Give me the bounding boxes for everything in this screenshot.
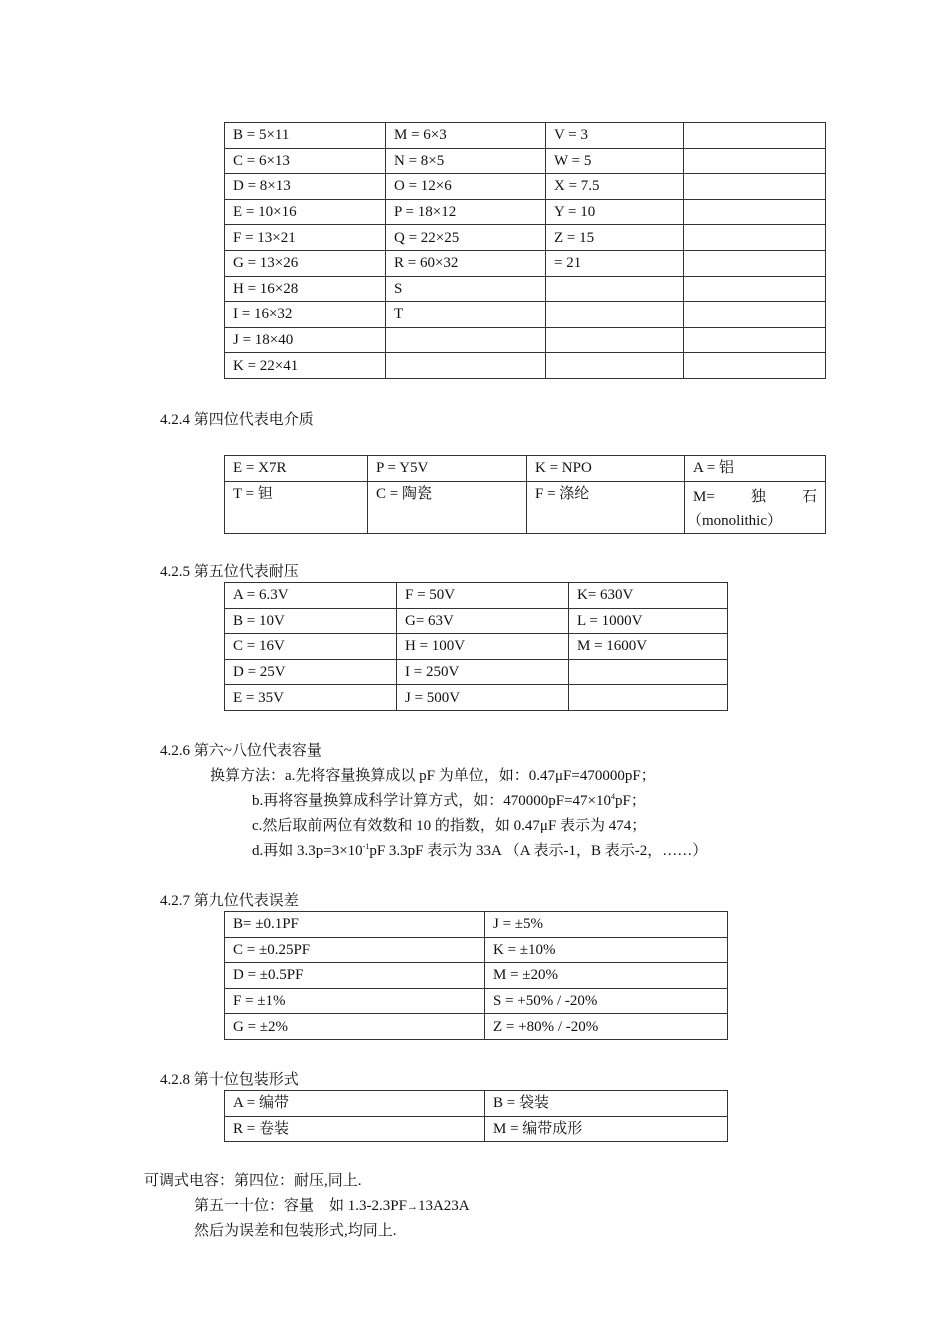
table-row [225,481,826,533]
superscript: -1 [362,842,370,851]
table-row [225,148,826,174]
table-cell: K = ±10% [485,937,728,963]
table-row [225,302,826,328]
table-cell: A = 铝 [685,456,826,482]
table-cell-monolithic [685,481,826,533]
conversion-step-c: c.然后取前两位有效数和 10 的指数，如 0.47μF 表示为 474； [252,818,647,834]
table-cell [386,327,546,353]
table-row [225,456,826,482]
table-row [225,634,728,660]
table-cell [569,685,728,711]
section-heading-tolerance: 4.2.7 第九位代表误差 [160,893,299,909]
cell-text: 独 [750,488,766,505]
table-cell [684,302,826,328]
table-cell: A = 编带 [225,1091,485,1117]
table-row [225,583,728,609]
table-cell [684,353,826,379]
table-cell: J = ±5% [485,912,728,938]
table-cell [546,276,684,302]
dielectric-table [224,455,826,534]
table-cell: P = 18×12 [386,199,546,225]
arrow-right-icon: → [406,1201,418,1213]
table-row [225,1091,728,1117]
text: 第五一十位：容量 如 1.3-2.3PF [194,1198,407,1214]
table-cell [546,353,684,379]
table-cell: B= ±0.1PF [225,912,485,938]
table-cell: W = 5 [546,148,684,174]
table-cell: M = 6×3 [386,123,546,149]
table-cell: D = 8×13 [225,174,386,200]
table-cell: G = 13×26 [225,250,386,276]
table-row [225,1116,728,1142]
table-cell: M = ±20% [485,963,728,989]
table-cell: E = X7R [225,456,368,482]
table-cell: P = Y5V [368,456,527,482]
table-cell: M = 编带成形 [485,1116,728,1142]
table-cell [684,225,826,251]
text: b.再将容量换算成科学计算方式，如：470000pF=47×10 [252,793,612,809]
table-cell: Y = 10 [546,199,684,225]
table-cell: F = ±1% [225,988,485,1014]
table-cell [546,327,684,353]
table-cell: B = 5×11 [225,123,386,149]
section-heading-capacitance: 4.2.6 第六~八位代表容量 [160,743,322,759]
table-cell: J = 18×40 [225,327,386,353]
table-cell: M = 1600V [569,634,728,660]
monolithic-line-2: （monolithic） [687,512,782,529]
monolithic-line-1 [693,485,817,509]
table-cell: N = 8×5 [386,148,546,174]
table-cell: L = 1000V [569,608,728,634]
table-cell: G = ±2% [225,1014,485,1040]
table-cell: G= 63V [397,608,569,634]
table-row [225,1014,728,1040]
table-cell: H = 100V [397,634,569,660]
table-cell: F = 涤纶 [527,481,685,533]
table-cell: K = NPO [527,456,685,482]
table-row [225,963,728,989]
table-cell [684,199,826,225]
conversion-step-b [252,789,646,810]
table-row [225,659,728,685]
table-cell: E = 35V [225,685,397,711]
table-cell [684,276,826,302]
superscript: 4 [611,792,616,801]
cell-text: 石 [801,488,817,505]
table-cell [569,659,728,685]
text: pF 3.3pF 表示为 33A （A 表示-1，B 表示-2，……） [369,843,708,859]
table-cell: R = 60×32 [386,250,546,276]
table-cell: T = 钽 [225,481,368,533]
cell-text: M= [693,488,715,505]
adjustable-note-line-3: 然后为误差和包装形式,均同上. [194,1223,397,1239]
section-heading-voltage: 4.2.5 第五位代表耐压 [160,564,299,580]
table-cell [684,174,826,200]
table-cell: F = 50V [397,583,569,609]
table-cell: J = 500V [397,685,569,711]
table-row [225,353,826,379]
text: d.再如 3.3p=3×10 [252,843,363,859]
table-cell [684,123,826,149]
table-cell: F = 13×21 [225,225,386,251]
table-cell [684,250,826,276]
table-cell: S [386,276,546,302]
conversion-step-d [252,839,707,860]
table-cell: B = 10V [225,608,397,634]
voltage-table [224,582,728,711]
section-heading-packaging: 4.2.8 第十位包装形式 [160,1072,299,1088]
table-cell: R = 卷装 [225,1116,485,1142]
table-cell: Q = 22×25 [386,225,546,251]
text: 13A23A [417,1198,470,1214]
table-cell: C = 6×13 [225,148,386,174]
table-cell [684,327,826,353]
table-cell [546,302,684,328]
table-cell: K = 22×41 [225,353,386,379]
table-cell: O = 12×6 [386,174,546,200]
table-row [225,225,826,251]
table-cell: I = 250V [397,659,569,685]
table-cell: C = 16V [225,634,397,660]
table-row [225,199,826,225]
table-row [225,123,826,149]
table-cell: V = 3 [546,123,684,149]
table-row [225,685,728,711]
table-cell: T [386,302,546,328]
tolerance-table [224,911,728,1040]
table-cell: Z = 15 [546,225,684,251]
text: pF； [615,793,646,809]
table-row [225,912,728,938]
table-cell: X = 7.5 [546,174,684,200]
table-cell: A = 6.3V [225,583,397,609]
conversion-step-a: 换算方法：a.先将容量换算成以 pF 为单位，如：0.47μF=470000pF； [210,768,656,784]
table-row [225,937,728,963]
table-cell: B = 袋装 [485,1091,728,1117]
section-heading-dielectric: 4.2.4 第四位代表电介质 [160,412,314,428]
table-cell [386,353,546,379]
adjustable-note-line-2 [194,1194,470,1215]
table-row [225,327,826,353]
table-row [225,174,826,200]
table-cell: D = ±0.5PF [225,963,485,989]
table-row [225,250,826,276]
case-size-table [224,122,826,379]
table-cell: C = 陶瓷 [368,481,527,533]
table-cell: H = 16×28 [225,276,386,302]
table-cell: E = 10×16 [225,199,386,225]
table-cell: K= 630V [569,583,728,609]
table-row [225,988,728,1014]
table-cell: D = 25V [225,659,397,685]
table-row [225,276,826,302]
table-cell [684,148,826,174]
table-cell: Z = +80% / -20% [485,1014,728,1040]
table-row [225,608,728,634]
table-cell: = 21 [546,250,684,276]
table-cell: S = +50% / -20% [485,988,728,1014]
table-cell: I = 16×32 [225,302,386,328]
adjustable-note-line-1: 可调式电容：第四位：耐压,同上. [144,1173,362,1189]
packaging-table [224,1090,728,1142]
table-cell: C = ±0.25PF [225,937,485,963]
